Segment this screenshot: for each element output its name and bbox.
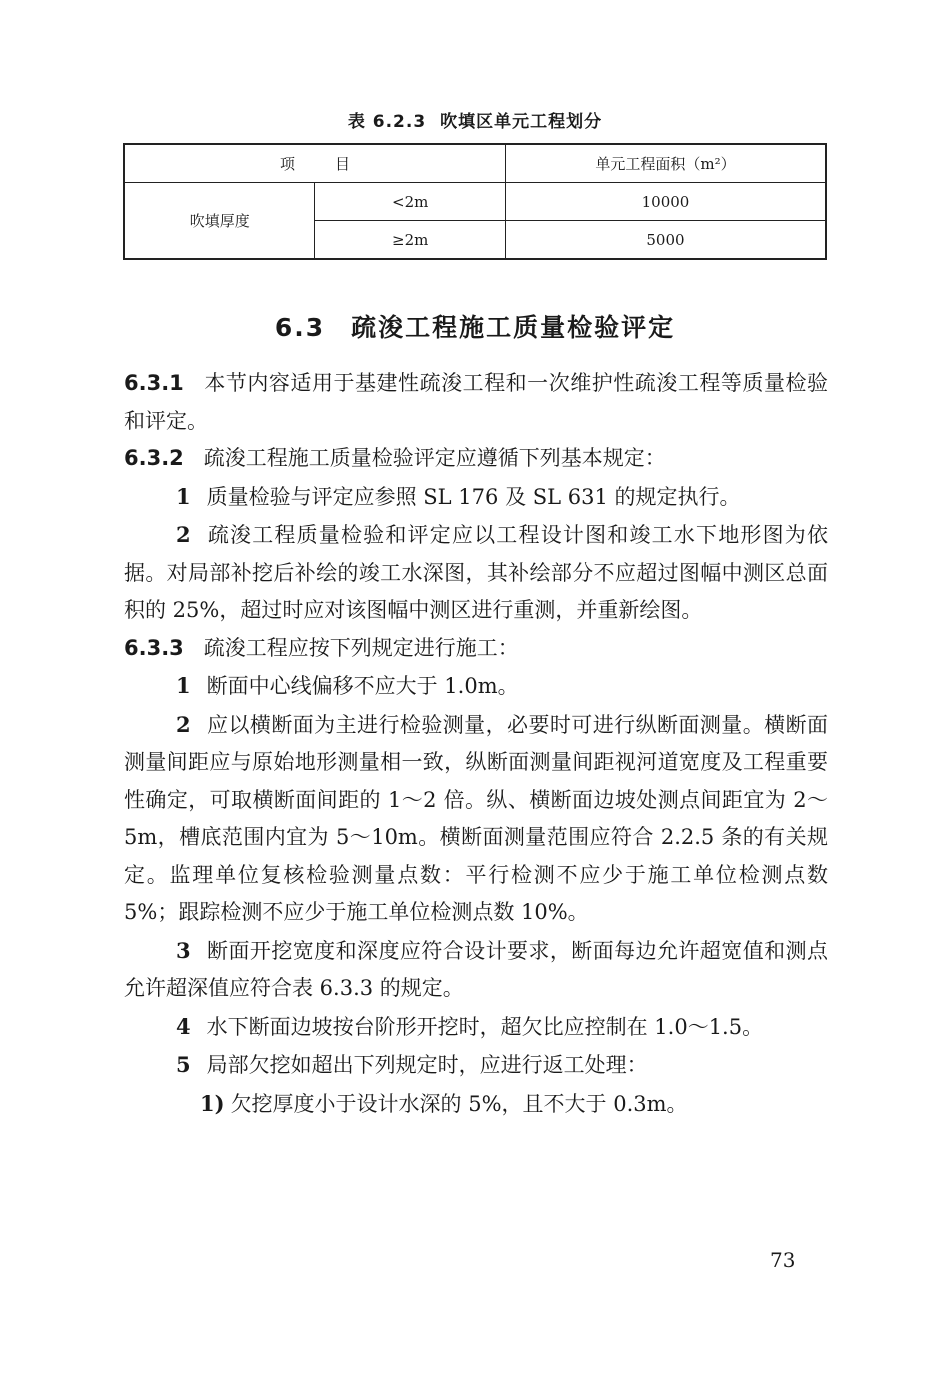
page-number: 73 (770, 1248, 796, 1272)
table-row (124, 183, 826, 221)
table-caption-title: 吹填区单元工程划分 (440, 112, 603, 132)
item-6-3-3-2 (124, 706, 828, 932)
item-6-3-3-5 (124, 1046, 828, 1085)
unit-division-table (123, 143, 827, 260)
section-number: 6.3 (274, 313, 326, 342)
subitem-text: 欠挖厚度小于设计水深的 5%，且不大于 0.3m。 (230, 1091, 688, 1116)
item-number: 4 (176, 1013, 191, 1039)
row-area: 5000 (505, 221, 826, 260)
item-6-3-3-4 (124, 1008, 828, 1047)
row-condition: ≥2m (315, 221, 506, 260)
header-area: 单元工程面积（m²） (505, 144, 826, 183)
section-title (0, 308, 950, 344)
table-caption-number: 表 6.2.3 (347, 112, 427, 132)
item-6-3-3-3 (124, 932, 828, 1008)
row-area: 10000 (505, 183, 826, 221)
item-number: 2 (176, 522, 191, 547)
item-text: 断面开挖宽度和深度应符合设计要求，断面每边允许超宽值和测点允许超深值应符合表 6.3.3 的规定。 (124, 938, 828, 1000)
item-text: 水下断面边坡按台阶形开挖时，超欠比应控制在 1.0～1.5。 (206, 1014, 764, 1039)
table-caption (0, 107, 950, 132)
clause-text: 本节内容适用于基建性疏浚工程和一次维护性疏浚工程等质量检验和评定。 (124, 371, 828, 433)
item-number: 2 (176, 711, 191, 737)
item-6-3-2-1 (124, 478, 828, 517)
header-item: 项目 (124, 144, 505, 183)
item-number: 1 (176, 483, 191, 509)
item-number: 3 (176, 937, 191, 963)
clause-number: 6.3.3 (124, 635, 184, 660)
item-text: 断面中心线偏移不应大于 1.0m。 (206, 674, 519, 698)
item-text: 质量检验与评定应参照 SL 176 及 SL 631 的规定执行。 (206, 484, 741, 509)
clause-text: 疏浚工程施工质量检验评定应遵循下列基本规定： (203, 446, 666, 470)
item-text: 疏浚工程质量检验和评定应以工程设计图和竣工水下地形图为依据。对局部补挖后补绘的竣工水深图，其补绘部分不应超过图幅中测区总面积的 25%，超过时应对该图幅中测区进行重测，并重新绘图。 (124, 523, 828, 622)
item-6-3-3-1 (124, 667, 828, 706)
section-heading: 疏浚工程施工质量检验评定 (351, 313, 676, 342)
clause-number: 6.3.2 (124, 446, 184, 470)
subitem-6-3-3-5-1 (124, 1085, 828, 1124)
subitem-number: 1) (200, 1090, 225, 1116)
row-group-label: 吹填厚度 (124, 183, 315, 260)
row-condition: <2m (315, 183, 506, 221)
clause-6-3-2 (124, 440, 828, 478)
clause-6-3-1 (124, 365, 828, 440)
clause-number: 6.3.1 (124, 371, 184, 395)
item-6-3-2-2 (124, 516, 828, 630)
body-text (124, 365, 828, 1123)
clause-text: 疏浚工程应按下列规定进行施工： (203, 635, 519, 660)
item-number: 5 (176, 1052, 191, 1077)
clause-6-3-3 (124, 630, 828, 668)
item-text: 局部欠挖如超出下列规定时，应进行返工处理： (206, 1053, 648, 1077)
item-text: 应以横断面为主进行检验测量，必要时可进行纵断面测量。横断面测量间距应与原始地形测量相一致，纵断面测量间距视河道宽度及工程重要性确定，可取横断面间距的 1～2 倍。纵、横断面边坡处测点间距宜为 2～5m，槽底范围内宜为 5～10m。横断面测量范围应符合 2.2.5 条的有关规定。监理单位复核检验测量点数：平行检测不应少于施工单位检测点数 5%；跟踪检测不应少于施工单位检测点数 10%。 (124, 712, 828, 924)
item-number: 1 (176, 673, 191, 698)
table-header-row (124, 144, 826, 183)
